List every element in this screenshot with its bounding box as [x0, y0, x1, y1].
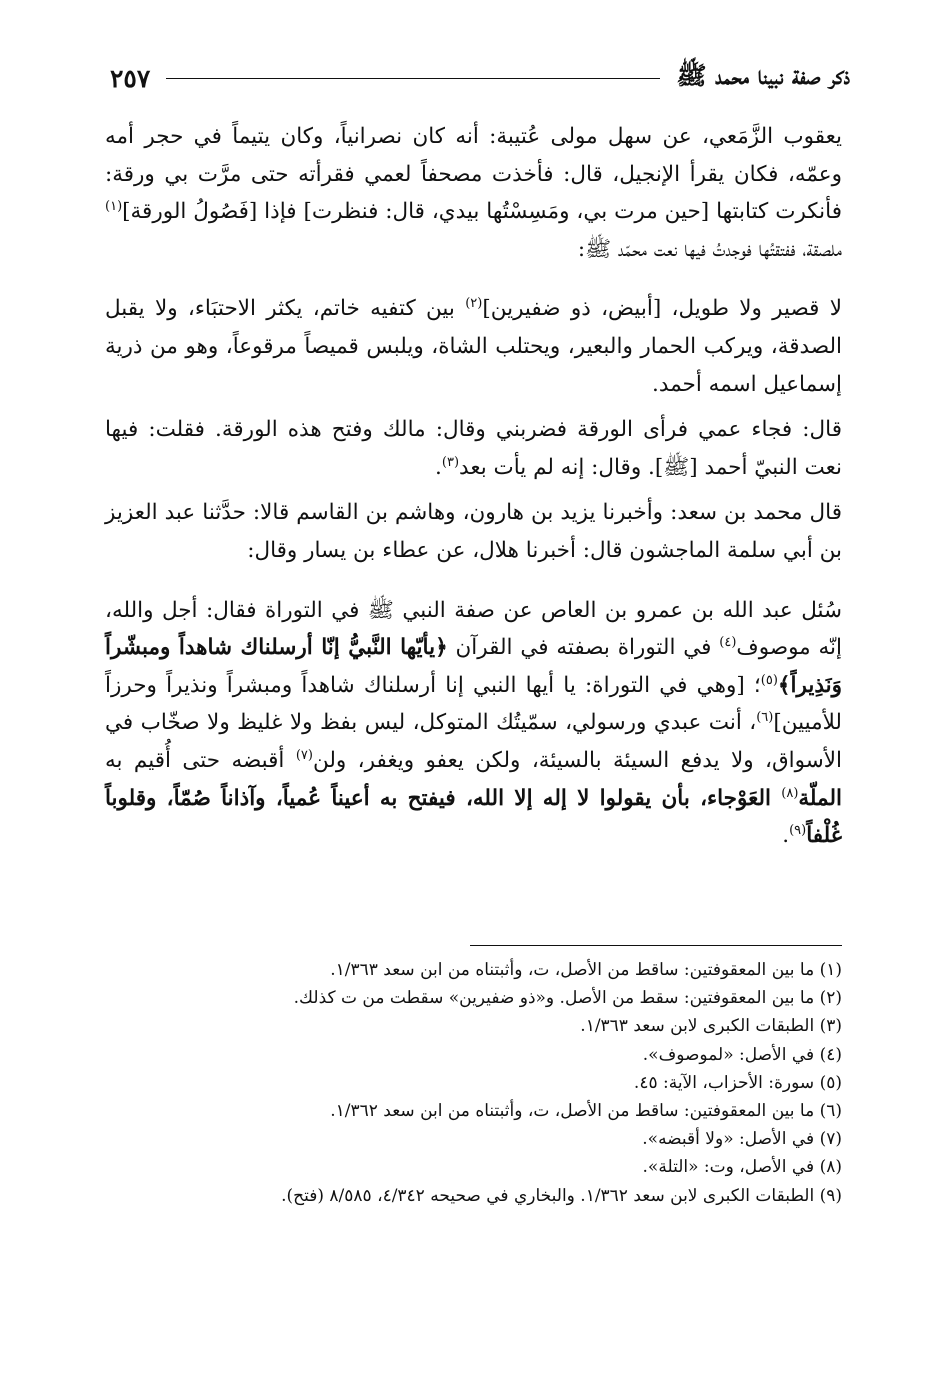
footnote-ref: (٥)	[760, 672, 778, 688]
footnote-ref: (٨)	[781, 785, 799, 801]
page-header	[110, 58, 850, 98]
running-title: ذكر صفة نبينا محمد ﷺ	[676, 60, 850, 90]
quran-quote-end: وَنَذِيراً﴾	[777, 672, 842, 698]
header-rule	[166, 78, 660, 79]
footnote-ref: (٧)	[295, 747, 313, 763]
footnote-9: (٩) الطبقات الكبرى لابن سعد ١/٣٦٢. والبخاري في صحيحه ٤/٣٤٢، ٨/٥٨٥ (فتح).	[281, 1185, 842, 1206]
quran-quote: ﴿يأيّها النَّبيُّ إنّا أرسلناك شاهداً ومبشّراً	[105, 635, 448, 661]
paragraph-4: قال محمد بن سعد: وأخبرنا يزيد بن هارون، وهاشم بن القاسم قالا: حدَّثنا عبد العزيز بن أبي سلمة الماجشون قال: أخبرنا هلال، عن عطاء بن يسار وقال:	[105, 500, 842, 563]
paragraph-2: لا قصير ولا طويل، [أبيض، ذو ضفيرين]$^{(٢)}$ بين كتفيه خاتم، يكثر الاحتبَاء، ولا يقبل الصدقة، ويركب الحمار والبعير، ويحتلب الشاة، ويلبس قميصاً مرقوعاً، وهو من ذرية إسماعيل اسمه أحمد.	[105, 296, 842, 397]
footnote-7: (٧) في الأصل: «ولا أقبضه».	[642, 1129, 842, 1150]
footnote-4: (٤) في الأصل: «لموصوف».	[642, 1044, 842, 1065]
page-number: ٢٥٧	[110, 63, 151, 93]
paragraph-3: قال: فجاء عمي فرأى الورقة فضربني وقال: مالك وفتح هذه الورقة. فقلت: فيها نعت النبيّ أحمد [ﷺ]. وقال: إنه لم يأت بعد$^{(٣)}$.	[105, 417, 842, 480]
footnote-ref: (٩)	[789, 822, 807, 838]
footnote-5: (٥) سورة: الأحزاب، الآية: ٤٥.	[633, 1072, 842, 1093]
footnote-3: (٣) الطبقات الكبرى لابن سعد ١/٣٦٣.	[580, 1016, 842, 1037]
footnote-separator	[470, 945, 842, 946]
paragraph-1: يعقوب الزَّمَعي، عن سهل مولى عُتيبة: أنه كان نصرانياً، وكان يتيماً في حجر أمه وعمّه، فكان يقرأ الإنجيل، قال: فأخذت مصحفاً لعمي فقرأته حتى مرَّت بي ورقة: فأنكرت كتابتها [حين مرت بي، ومَسِسْتُها بيدي، قال: فنظرت] فإذا [فَصُولُ الورقة]$^{(١)}$ ملصقة، ففتقتُها فوجدتُ فيها نعت محمّد ﷺ:	[105, 124, 842, 262]
footnotes	[150, 956, 842, 1210]
footnote-2: (٢) ما بين المعقوفتين: سقط من الأصل. و«ذو ضفيرين» سقطت من ت كذلك.	[293, 988, 842, 1009]
footnote-ref: (٦)	[756, 710, 774, 726]
footnote-ref: (٢)	[465, 296, 483, 312]
footnote-6: (٦) ما بين المعقوفتين: ساقط من الأصل، ت، وأثبتناه من ابن سعد ١/٣٦٢.	[330, 1101, 842, 1122]
footnote-ref: (١)	[105, 199, 123, 215]
footnote-ref: (٣)	[441, 454, 460, 470]
main-text	[105, 118, 842, 855]
footnote-1: (١) ما بين المعقوفتين: ساقط من الأصل، ت، وأثبتناه من ابن سعد ١/٣٦٣.	[330, 960, 842, 980]
paragraph-5: سُئل عبد الله بن عمرو بن العاص عن صفة النبي ﷺ في التوراة فقال: أجل والله، إنّه موصوف$^{(٤)}$ في التوراة بصفته في القرآن ﴿يأيّها النَّبيُّ إنّا أرسلناك شاهداً ومبشّراً وَنَذِيراً﴾$^{(٥)}$؛ [وهي في التوراة: يا أيها النبي إنا أرسلناك شاهداً ومبشراً ونذيراً وحرزاً للأميين]$^{(٦)}$، أنت عبدي ورسولي، سمّيتُك المتوكل، ليس بفظ ولا غليظ ولا صخّاب في الأسواق، ولا يدفع السيئة بالسيئة، ولكن يعفو ويغفر، ولن$^{(٧)}$ أقبضه حتى أُقيم به الملّة$^{(٨)}$ العَوْجاء، بأن يقولوا لا إله إلا الله، فيفتح به أعيناً عُمياً، وآذاناً صُمّاً، وقلوباً غُلْفاً$^{(٩)}$.	[105, 597, 842, 849]
footnote-8: (٨) في الأصل، وت: «التلة».	[642, 1157, 842, 1178]
footnote-ref: (٤)	[719, 634, 737, 650]
